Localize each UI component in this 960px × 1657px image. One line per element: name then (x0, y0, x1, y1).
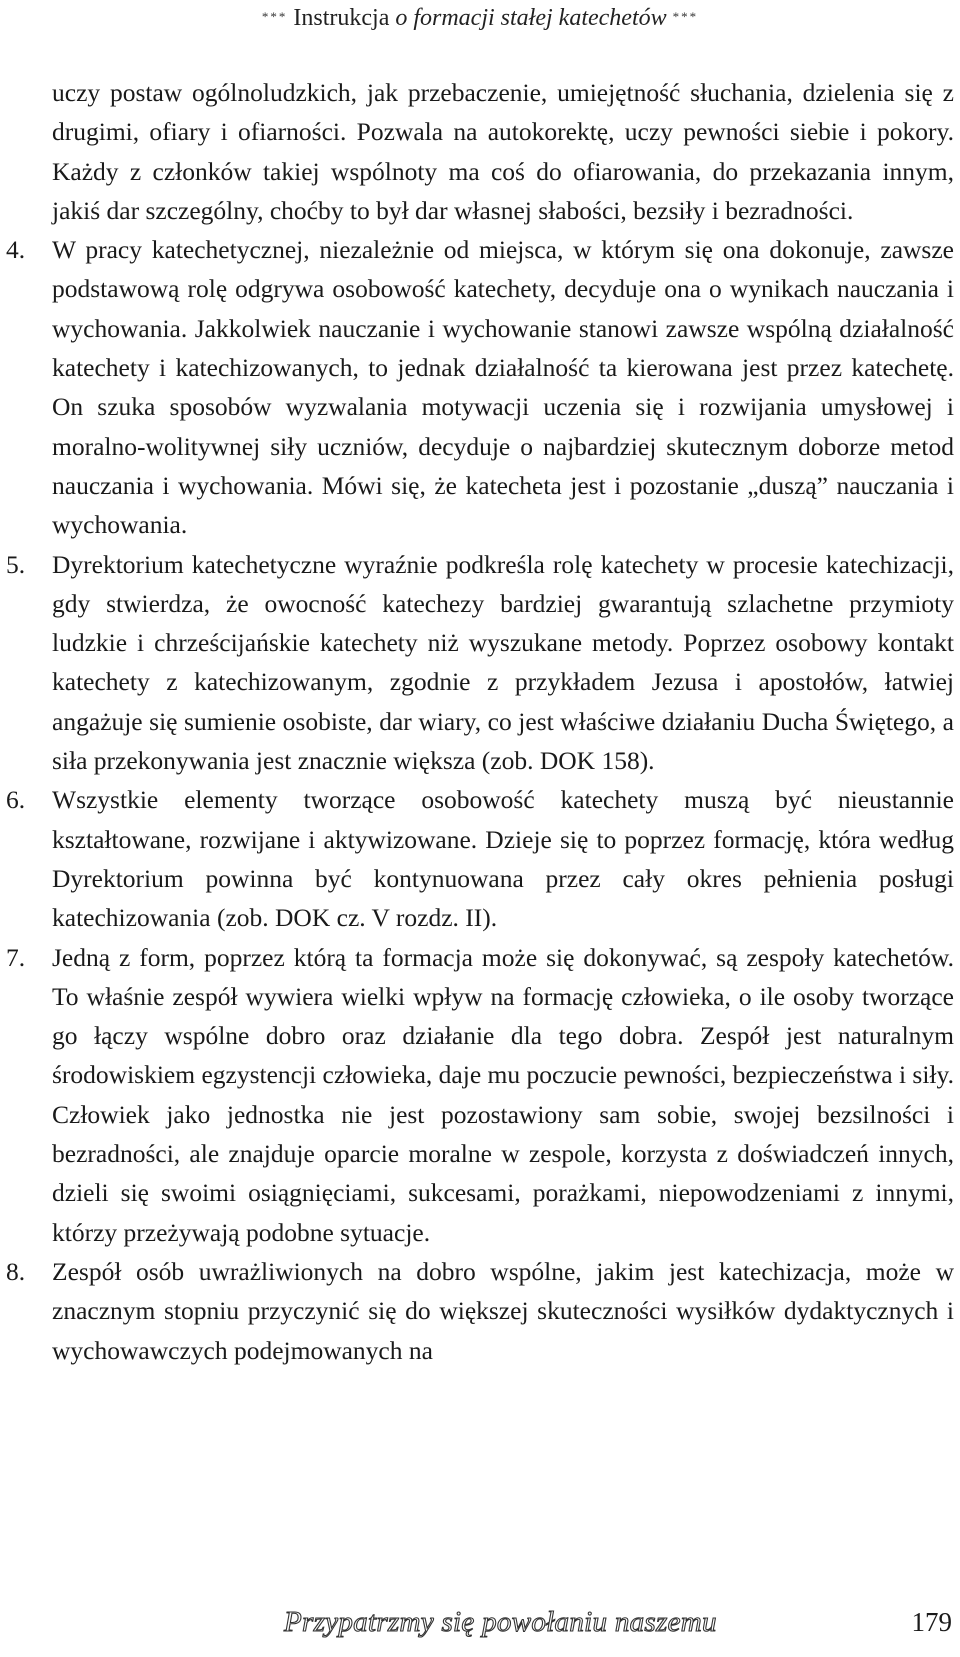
paragraph-text: Zespół osób uwrażliwionych na dobro wspólne, jakim jest katechizacja, może w znacznym stopniu przyczynić się do większej skuteczności wysiłków dydaktycznych i wychowawczych podejmowanych na (52, 1256, 954, 1365)
page-number: 179 (911, 1607, 952, 1637)
paragraph-text: W pracy katechetycznej, niezależnie od miejsca, w którym się ona dokonuje, zawsze podstawową rolę odgrywa osobowość katechety, decyduje ona o wynikach nauczania i wychowania. Jakkolwiek nauczanie i wychowanie stanowi zawsze wspólną działalność katechety i katechizowanych, to jednak działalność ta kierowana jest przez katechetę. On szuka sposobów wyzwalania motywacji uczenia się i rozwijania umysłowej i moralno-wolitywnej siły uczniów, decyduje o najbardziej skutecznym doborze metod nauczania i wychowania. Mówi się, że katecheta jest i pozostanie „duszą” nauczania i wychowania. (52, 235, 954, 540)
paragraph-text: uczy postaw ogólnoludzkich, jak przebaczenie, umiejętność słuchania, dzielenia się z drugimi, ofiary i ofiarności. Pozwala na autokorektę, uczy pewności siebie i pokory. Każdy z członków takiej wspólnoty ma coś do ofiarowania, do przekazania innym, jakiś dar szczególny, choćby to był dar własnej słabości, bezsiły i bezradności. (52, 78, 954, 225)
paragraph-text: Wszystkie elementy tworzące osobowość katechety muszą być nieustannie kształtowane, rozwijane i aktywizowane. Dzieje się to poprzez formację, która według Dyrektorium powinna być kontynuowana przez cały okres pełnienia posługi katechizowania (zob. DOK cz. V rozdz. II). (52, 785, 954, 933)
paragraph-number: 5. (6, 549, 26, 579)
header-stars-right: *** (672, 9, 699, 24)
paragraph-5 (6, 545, 954, 781)
paragraph-7 (6, 938, 954, 1252)
paragraph-number: 4. (6, 235, 26, 265)
paragraph-text: Dyrektorium katechetyczne wyraźnie podkreśla rolę katechety w procesie katechizacji, gdy stwierdza, że owocność katechezy bardziej gwarantują szlachetne przymioty ludzkie i chrześcijańskie katechety niż wyszukane metody. Poprzez osobowy kontakt katechety z katechizowanym, zgodnie z przykładem Jezusa i apostołów, łatwiej angażuje się sumienie osobiste, dar wiary, co jest właściwe działaniu Ducha Świętego, a siła przekonywania jest znacznie większa (zob. DOK 158). (52, 549, 954, 776)
paragraph-text: Jedną z form, poprzez którą ta formacja może się dokonywać, są zespoły katechetów. To właśnie zespół wywiera wielki wpływ na formację człowieka, o ile osoby tworzące go łączy wspólne dobro oraz działanie dla tego dobra. Zespół jest naturalnym środowiskiem egzystencji człowieka, daje mu poczucie pewności, bezpieczeństwa i siły. Człowiek jako jednostka nie jest pozostawiony sam sobie, swojej bezsilności i bezradności, ale znajduje oparcie moralne w zespole, korzysta z doświadczeń innych, dzieli się swoimi osiągnięciami, sukcesami, porażkami, niepowodzeniami z innymi, którzy przeżywają podobne sytuacje. (52, 942, 954, 1247)
running-header (0, 2, 960, 33)
paragraph-8 (6, 1252, 954, 1370)
paragraph-number: 6. (6, 785, 26, 815)
paragraph-number: 7. (6, 942, 26, 972)
paragraph-4 (6, 230, 954, 544)
running-footer (0, 1604, 960, 1644)
header-stars-left: *** (261, 9, 288, 24)
header-title-plain: Instrukcja (293, 5, 396, 31)
header-title-italic: o formacji stałej katechetów (395, 5, 667, 31)
page-body (6, 73, 954, 1370)
paragraph-continuation (6, 73, 954, 230)
footer-book-title: Przypatrzmy się powołaniu naszemu (284, 1606, 717, 1638)
paragraph-number: 8. (6, 1256, 26, 1286)
paragraph-6 (6, 780, 954, 937)
